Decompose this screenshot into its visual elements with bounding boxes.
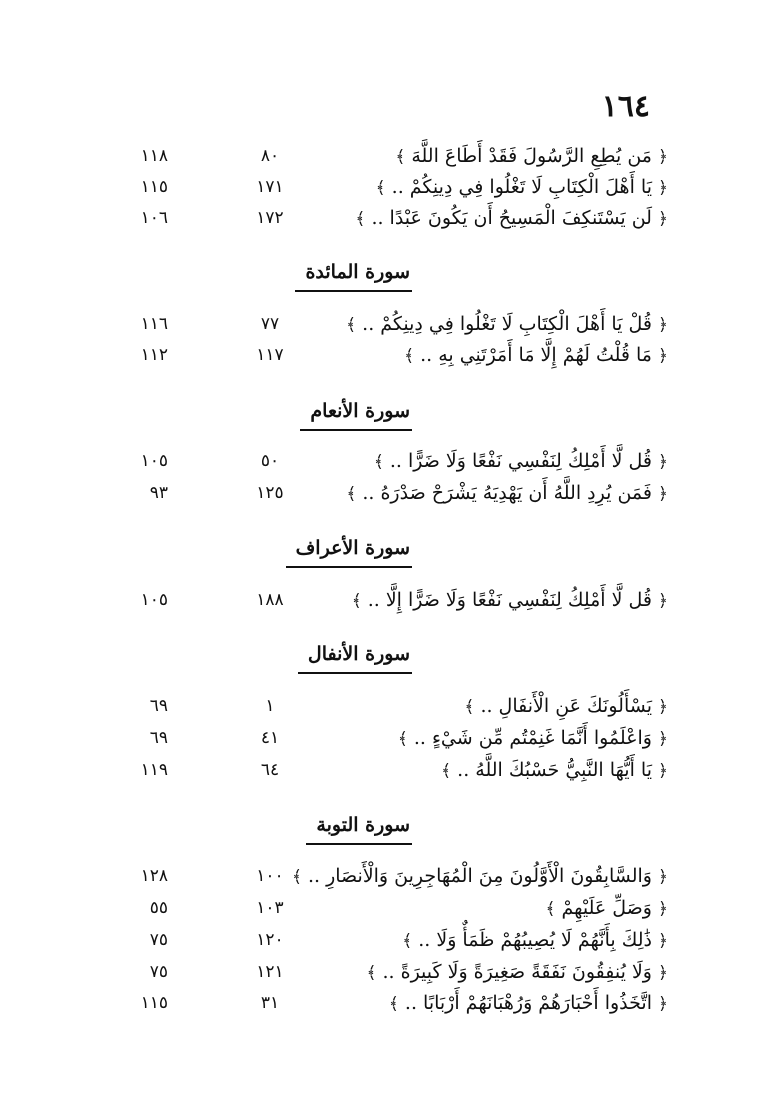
surah-heading-text: سورة التوبة xyxy=(316,814,410,836)
ayah-number: ١٧٢ xyxy=(256,208,284,228)
bracket-open: ﴿ xyxy=(658,931,668,951)
page-reference: ١١٩ xyxy=(140,760,168,780)
bracket-open: ﴿ xyxy=(658,994,668,1014)
verse-quote: يَا أَيُّهَا النَّبِيُّ حَسْبُكَ اللَّهُ .. xyxy=(457,759,652,781)
page-reference: ١٢٨ xyxy=(140,866,168,886)
bracket-close: ﴾ xyxy=(351,591,362,611)
page-reference: ١١٦ xyxy=(140,314,168,334)
ayah-number: ١٢١ xyxy=(256,962,284,982)
index-row xyxy=(0,340,760,370)
page-reference: ٩٣ xyxy=(149,483,168,503)
page-reference: ١١٢ xyxy=(140,345,168,365)
page-reference: ١٠٦ xyxy=(140,208,168,228)
ayah-number: ١٠٣ xyxy=(256,898,284,918)
verse-text xyxy=(358,988,668,1019)
surah-heading xyxy=(296,534,410,562)
ayah-number: ٧٧ xyxy=(260,314,280,334)
bracket-open: ﴿ xyxy=(658,484,668,504)
verse-text xyxy=(358,925,668,956)
verse-text xyxy=(358,957,668,988)
verse-quote: ذَٰلِكَ بِأَنَّهُمْ لَا يُصِيبُهُمْ ظَمَأٌ وَلَا .. xyxy=(418,929,652,951)
verse-text xyxy=(351,585,668,616)
verse-quote: قُل لَّا أَمْلِكُ لِنَفْسِي نَفْعًا وَلَا ضَرًّا إِلَّا .. xyxy=(367,589,652,611)
index-row xyxy=(0,988,760,1018)
verse-quote: وَاعْلَمُوا أَنَّمَا غَنِمْتُم مِّن شَيْءٍ .. xyxy=(413,727,652,749)
page-reference: ٧٥ xyxy=(149,930,168,950)
index-row xyxy=(0,723,760,753)
index-row xyxy=(0,585,760,615)
ayah-number: ١٠٠ xyxy=(256,866,284,886)
surah-heading xyxy=(305,258,410,286)
surah-heading xyxy=(316,811,410,839)
bracket-open: ﴿ xyxy=(658,315,668,335)
verse-quote: وَصَلِّ عَلَيْهِمْ xyxy=(561,897,652,919)
heading-underline xyxy=(298,672,412,674)
ayah-number: ١٢٠ xyxy=(256,930,284,950)
bracket-close: ﴾ xyxy=(545,899,556,919)
verse-quote: وَلَا يُنفِقُونَ نَفَقَةً صَغِيرَةً وَلَا كَبِيرَةً .. xyxy=(382,961,652,983)
bracket-close: ﴾ xyxy=(373,452,384,472)
verse-text xyxy=(346,478,668,509)
index-row xyxy=(0,309,760,339)
index-row xyxy=(0,957,760,987)
surah-heading-text: سورة الأنفال xyxy=(307,643,410,665)
verse-text xyxy=(358,340,668,371)
ayah-number: ٥٠ xyxy=(260,451,280,471)
verse-quote: وَالسَّابِقُونَ الْأَوَّلُونَ مِنَ الْمُهَاجِرِينَ وَالْأَنصَارِ .. xyxy=(307,865,652,887)
bracket-close: ﴾ xyxy=(402,931,413,951)
index-row xyxy=(0,172,760,202)
bracket-open: ﴿ xyxy=(658,761,668,781)
surah-heading xyxy=(310,397,410,425)
page-reference: ١٠٥ xyxy=(140,590,168,610)
verse-quote: مَا قُلْتُ لَهُمْ إِلَّا مَا أَمَرْتَنِي بِهِ .. xyxy=(420,344,652,366)
page-number: ١٦٤ xyxy=(601,89,650,124)
ayah-number: ٤١ xyxy=(260,728,280,748)
page-reference: ٧٥ xyxy=(149,962,168,982)
verse-text xyxy=(358,446,668,477)
index-row xyxy=(0,925,760,955)
ayah-number: ١٧١ xyxy=(256,177,284,197)
verse-text xyxy=(358,723,668,754)
bracket-open: ﴿ xyxy=(658,867,668,887)
bracket-open: ﴿ xyxy=(658,729,668,749)
page-reference: ١١٥ xyxy=(140,177,168,197)
index-row xyxy=(0,478,760,508)
index-row xyxy=(0,446,760,476)
page-reference: ١٠٥ xyxy=(140,451,168,471)
verse-quote: فَمَن يُرِدِ اللَّهُ أَن يَهْدِيَهُ يَشْرَحْ صَدْرَهُ .. xyxy=(362,482,652,504)
bracket-close: ﴾ xyxy=(291,867,302,887)
bracket-close: ﴾ xyxy=(355,209,366,229)
page-reference: ٦٩ xyxy=(149,696,168,716)
bracket-close: ﴾ xyxy=(441,761,452,781)
verse-text xyxy=(355,203,668,234)
verse-quote: يَسْأَلُونَكَ عَنِ الْأَنفَالِ .. xyxy=(480,695,652,717)
bracket-close: ﴾ xyxy=(404,346,415,366)
verse-text xyxy=(358,172,668,203)
verse-text xyxy=(291,861,668,892)
verse-quote: مَن يُطِعِ الرَّسُولَ فَقَدْ أَطَاعَ اللَّهَ xyxy=(411,145,652,167)
verse-quote: اتَّخَذُوا أَحْبَارَهُمْ وَرُهْبَانَهُمْ أَرْبَابًا .. xyxy=(404,992,652,1014)
ayah-number: ٦٤ xyxy=(260,760,280,780)
bracket-open: ﴿ xyxy=(658,209,668,229)
ayah-number: ٨٠ xyxy=(260,146,280,166)
bracket-open: ﴿ xyxy=(658,452,668,472)
index-row xyxy=(0,141,760,171)
heading-underline xyxy=(300,429,412,431)
surah-heading-text: سورة المائدة xyxy=(305,261,410,283)
bracket-close: ﴾ xyxy=(397,729,408,749)
surah-heading-text: سورة الأنعام xyxy=(310,400,410,422)
bracket-open: ﴿ xyxy=(658,147,668,167)
ayah-number: ١ xyxy=(265,696,275,716)
verse-text xyxy=(358,691,668,722)
verse-quote: يَا أَهْلَ الْكِتَابِ لَا تَغْلُوا فِي دِينِكُمْ .. xyxy=(391,176,652,198)
surah-heading-text: سورة الأعراف xyxy=(295,537,410,559)
bracket-close: ﴾ xyxy=(388,994,399,1014)
heading-underline xyxy=(306,843,412,845)
bracket-close: ﴾ xyxy=(366,963,377,983)
index-row xyxy=(0,203,760,233)
ayah-number: ١١٧ xyxy=(256,345,284,365)
page-reference: ١١٥ xyxy=(140,993,168,1013)
verse-text xyxy=(358,755,668,786)
bracket-close: ﴾ xyxy=(346,484,357,504)
bracket-open: ﴿ xyxy=(658,178,668,198)
index-row xyxy=(0,691,760,721)
page-reference: ١١٨ xyxy=(140,146,168,166)
page-reference: ٥٥ xyxy=(149,898,168,918)
verse-text xyxy=(358,141,668,172)
bracket-open: ﴿ xyxy=(658,899,668,919)
bracket-close: ﴾ xyxy=(464,697,475,717)
index-row xyxy=(0,861,760,891)
index-row xyxy=(0,893,760,923)
bracket-open: ﴿ xyxy=(658,963,668,983)
ayah-number: ١٢٥ xyxy=(256,483,284,503)
surah-heading xyxy=(308,640,410,668)
page-reference: ٦٩ xyxy=(149,728,168,748)
bracket-open: ﴿ xyxy=(658,591,668,611)
verse-text xyxy=(358,893,668,924)
bracket-close: ﴾ xyxy=(375,178,386,198)
bracket-close: ﴾ xyxy=(346,315,357,335)
heading-underline xyxy=(286,566,412,568)
verse-text xyxy=(346,309,668,340)
verse-quote: قُلْ يَا أَهْلَ الْكِتَابِ لَا تَغْلُوا فِي دِينِكُمْ .. xyxy=(362,313,652,335)
index-row xyxy=(0,755,760,785)
ayah-number: ٣١ xyxy=(260,993,280,1013)
bracket-open: ﴿ xyxy=(658,346,668,366)
verse-quote: لَن يَسْتَنكِفَ الْمَسِيحُ أَن يَكُونَ عَبْدًا .. xyxy=(371,207,652,229)
ayah-number: ١٨٨ xyxy=(256,590,284,610)
verse-quote: قُل لَّا أَمْلِكُ لِنَفْسِي نَفْعًا وَلَا ضَرًّا .. xyxy=(389,450,652,472)
bracket-close: ﴾ xyxy=(395,147,406,167)
heading-underline xyxy=(295,290,412,292)
bracket-open: ﴿ xyxy=(658,697,668,717)
